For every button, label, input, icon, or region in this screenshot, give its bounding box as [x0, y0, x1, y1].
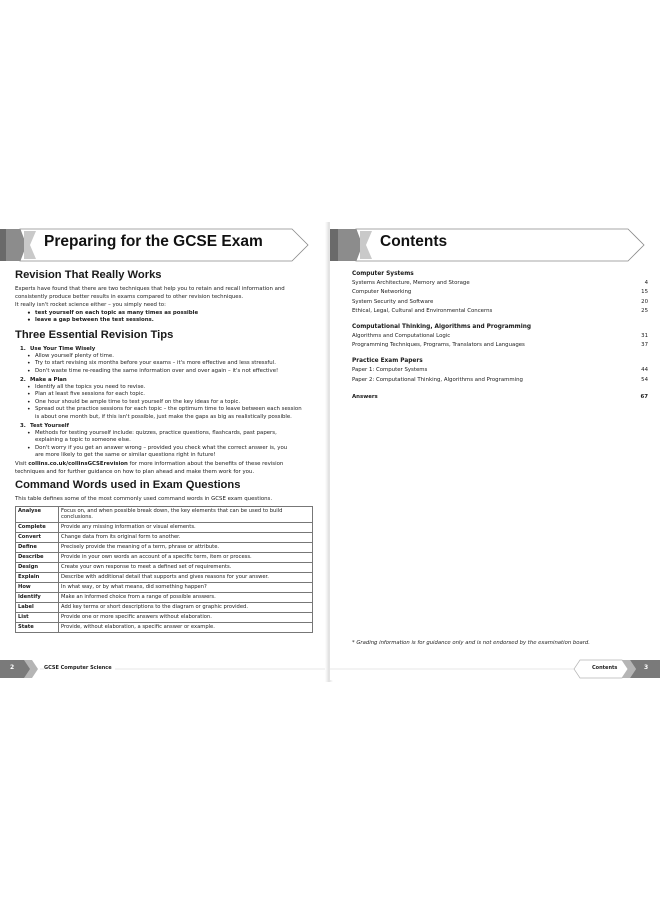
section-heading: Command Words used in Exam Questions [15, 479, 241, 492]
bullet-continuation: is about one month but, if this isn't possible, just make the gaps as big as realistically possible. [35, 413, 292, 420]
table-row: Define Precisely provide the meaning of a term, phrase or attribute. [16, 543, 313, 553]
page-title: Preparing for the GCSE Exam [44, 233, 263, 250]
page-title: Contents [380, 233, 448, 250]
collins-link[interactable]: collins.co.uk/collinsGCSErevision [28, 460, 128, 467]
contents-row[interactable]: Systems Architecture, Memory and Storage 4 [352, 280, 648, 286]
page-number: 2 [10, 664, 15, 671]
paragraph: techniques and for further guidance on how to plan ahead and make them work for you. [15, 469, 255, 476]
paragraph: Experts have found that there are two techniques that help you to retain and recall information and [15, 286, 285, 292]
section-heading: Three Essential Revision Tips [15, 328, 174, 341]
bullet-item: • Identify all the topics you need to revise. [35, 384, 313, 392]
paragraph: This table defines some of the most commonly used command words in GCSE exam questions. [15, 496, 273, 503]
footer-label: Contents [592, 665, 618, 671]
table-row: Convert Change data from its original form to another. [16, 533, 313, 543]
contents-row[interactable]: Paper 2: Computational Thinking, Algorithms and Programming 54 [352, 376, 648, 383]
bullet-item: • One hour should be ample time to test yourself on the key ideas for a topic. [35, 399, 313, 407]
contents-row[interactable]: Paper 1: Computer Systems 44 [352, 367, 648, 374]
bullet-item: • test yourself on each topic as many times as possible [35, 310, 313, 318]
bullet-item: • Plan at least five sessions for each topic. [35, 391, 313, 399]
bullet-item: • leave a gap between the test sessions. [35, 317, 313, 325]
paragraph: consistently produce better results in exams compared to other revision techniques. [15, 294, 244, 301]
left-content [15, 269, 313, 633]
contents-row[interactable]: Programming Techniques, Programs, Translators and Languages 37 [352, 342, 648, 349]
table-row: Design Create your own response to meet a defined set of requirements. [16, 562, 313, 572]
table-row: Label Add key terms or short descriptions to the diagram or graphic provided. [16, 602, 313, 612]
contents-row-answers[interactable]: Answers 67 [352, 394, 648, 401]
title-banner [0, 227, 310, 263]
bullet-item: • Don't waste time re-reading the same information over and over again – it's not effective! [35, 368, 313, 376]
title-banner [330, 227, 646, 263]
table-row: Identify Make an informed choice from a range of possible answers. [16, 592, 313, 602]
page-number: 3 [644, 664, 649, 671]
bullet-item: • Methods for testing yourself include: quizzes, practice questions, flashcards, past papers, [35, 430, 313, 438]
table-row: Complete Provide any missing information or visual elements. [16, 523, 313, 533]
table-row: List Provide one or more specific answers without elaboration. [16, 612, 313, 622]
table-row: Explain Describe with additional detail that supports and gives reasons for your answer. [16, 572, 313, 582]
bullet-item: • Spread out the practice sessions for each topic – the optimum time to leave between each session [35, 406, 313, 414]
table-row: State Provide, without elaboration, a specific answer or example. [16, 622, 313, 632]
left-page [0, 222, 328, 680]
left-footer [0, 658, 328, 680]
contents-row[interactable]: System Security and Software 20 [352, 298, 648, 305]
contents-section-heading: Practice Exam Papers [352, 358, 423, 365]
table-row: Analyse Focus on, and when possible break down, the key elements that can be used to build conclusions. [16, 506, 313, 523]
contents-row[interactable]: Ethical, Legal, Cultural and Environmental Concerns 25 [352, 308, 648, 315]
bullet-continuation: explaining a topic to someone else. [35, 437, 131, 444]
tip-heading: 2. Make a Plan [20, 376, 67, 383]
section-heading: Revision That Really Works [15, 269, 162, 281]
contents-row[interactable]: Algorithms and Computational Logic 31 [352, 332, 648, 339]
tip-heading: 1. Use Your Time Wisely [20, 345, 96, 352]
banner-shape [330, 227, 646, 263]
contents-section-heading: Computer Systems [352, 271, 414, 277]
visit-paragraph: Visit collins.co.uk/collinsGCSErevision for more information about the benefits of these revision [15, 460, 284, 467]
right-page [330, 222, 660, 680]
bullet-continuation: are more likely to get the same or similar questions right in future! [35, 452, 216, 459]
contents-row[interactable]: Computer Networking 15 [352, 289, 648, 296]
bullet-item: • Allow yourself plenty of time. [35, 353, 313, 361]
right-footer [330, 658, 660, 680]
contents-list [352, 270, 648, 403]
paragraph: It really isn't rocket science either – you simply need to: [15, 302, 166, 309]
table-row: How In what way, or by what means, did something happen? [16, 582, 313, 592]
contents-section-heading: Computational Thinking, Algorithms and Programming [352, 323, 531, 330]
bullet-item: • Don't worry if you get an answer wrong – provided you check what the correct answer is, you [35, 445, 313, 453]
tip-heading: 3. Test Yourself [20, 422, 69, 429]
command-words-table [15, 506, 313, 633]
bullet-item: • Try to start revising six months before your exams – it's more effective and less stressful. [35, 360, 313, 368]
grading-footnote: * Grading information is for guidance only and is not endorsed by the examination board. [352, 640, 590, 646]
table-row: Describe Provide in your own words an account of a specific term, item or process. [16, 553, 313, 563]
book-title: GCSE Computer Science [44, 665, 115, 671]
